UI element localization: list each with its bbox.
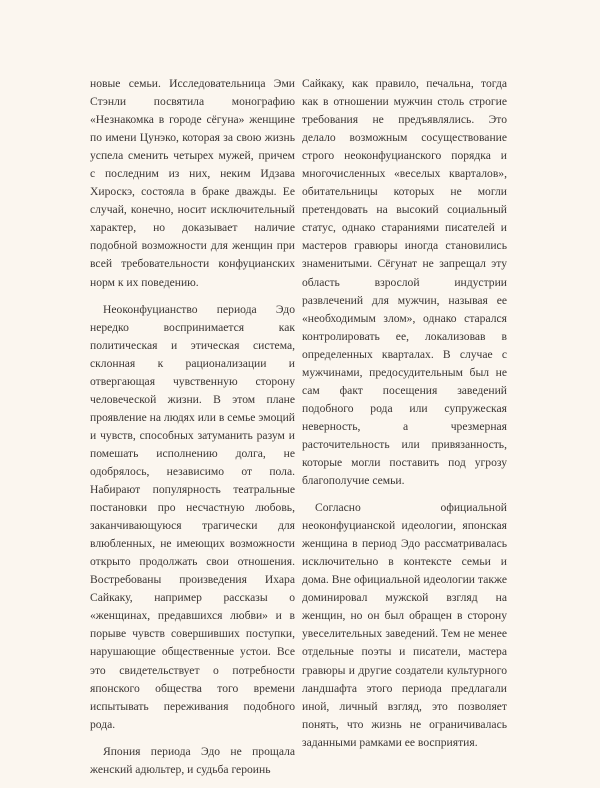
- paragraph: Неоконфуцианство периода Эдо нередко воспринимается как политическая и этическая система, склонная к рационализации и отвергающая чувственную сторону человеческой жизни. В этом плане проявление на людях или в семье эмоций и чувств, способных затуманить разум и помешать исполнению долга, не одобрялось, независимо от пола. Набирают популярность театральные постановки про несчастную любовь, заканчивающуюся трагически для влюбленных, не имеющих возможности открыто продолжать свои отношения. Востребованы произведения Ихара Сайкаку, например рассказы о «женщинах, предавшихся любви» и в порыве чувств совершивших поступки, нарушающие общественные устои. Все это свидетельствует о потребности японского общества того времени испытывать переживания подобного рода.: [90, 302, 295, 731]
- paragraph: Япония периода Эдо не прощала женский адюльтер, и судьба героинь: [90, 744, 295, 776]
- paragraph: Согласно официальной неоконфуцианской идеологии, японская женщина в период Эдо рассматривалась исключительно в контексте семьи и дома. Вне официальной идеологии также доминировал мужской взгляд на женщин, но он был обращен в сторону увеселительных заведений. Тем не менее отдельные поэты и писатели, мастера гравюры и другие создатели культурного ландшафта этого периода предлагали иной, личный взгляд, это позволяет понять, что жизнь не ограничивалась заданными рамками ее восприятия.: [302, 501, 507, 749]
- left-text-column: [90, 75, 295, 788]
- right-text-column: [302, 75, 507, 761]
- paragraph: Сайкаку, как правило, печальна, тогда как в отношении мужчин столь строгие требования не предъявлялись. Это делало возможным сосуществование строго неоконфуцианского порядка и многочисленных «веселых кварталов», обитательницы которых не могли претендовать на высокий социальный статус, однако стараниями писателей и мастеров гравюры иногда становились знаменитыми. Сёгунат не запрещал эту область взрослой индустрии развлечений для мужчин, называя ее «необходимым злом», однако старался контролировать ее, локализовав в определенных кварталах. В случае с мужчинами, предосудительным был не сам факт посещения заведений подобного рода или супружеская неверность, а чрезмерная расточительность или привязанность, которые могли поставить под угрозу благополучие семьи.: [302, 77, 507, 488]
- paragraph: новые семьи. Исследовательница Эми Стэнли посвятила монографию «Незнакомка в городе сёгуна» женщине по имени Цунэко, которая за свою жизнь успела сменить четырех мужей, причем с последним из них, неким Идзава Хироскэ, состояла в браке дважды. Ее случай, конечно, носит исключительный характер, но доказывает наличие подобной возможности для женщин при всей требовательности конфуцианских норм к их поведению.: [90, 77, 295, 289]
